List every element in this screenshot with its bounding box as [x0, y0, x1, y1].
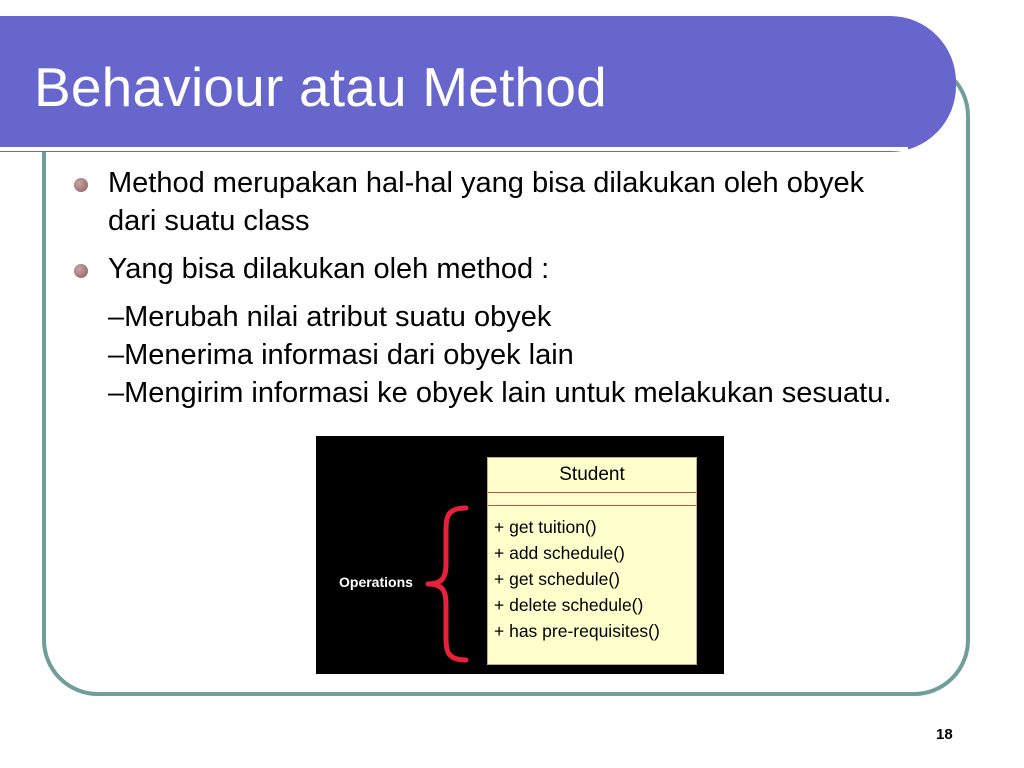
uml-operations-compartment: [488, 506, 696, 644]
uml-operation: + has pre-requisites(): [494, 621, 660, 641]
bullet-text: Method merupakan hal-hal yang bisa dilakukan oleh obyek dari suatu class: [108, 167, 865, 237]
sub-item: –Merubah nilai atribut suatu obyek: [108, 301, 552, 333]
uml-class-name: Student: [488, 458, 696, 493]
slide-title: Behaviour atau Method: [34, 56, 607, 118]
bullet-text: Yang bisa dilakukan oleh method :: [108, 253, 550, 285]
uml-operation: + delete schedule(): [494, 595, 644, 615]
uml-class-figure: [316, 436, 724, 674]
bullet-item: [108, 164, 908, 240]
bullet-dot-icon: [74, 264, 88, 278]
curly-brace-icon: [424, 504, 472, 664]
uml-class-box: [487, 457, 697, 665]
uml-operation: + get tuition(): [494, 517, 597, 537]
sub-item: –Mengirim informasi ke obyek lain untuk melakukan sesuatu.: [108, 377, 892, 409]
bullet-dot-icon: [74, 178, 88, 192]
operations-label: Operations: [339, 574, 413, 590]
uml-operation: + add schedule(): [494, 543, 625, 563]
bullet-item: [108, 250, 908, 288]
sub-item: –Menerima informasi dari obyek lain: [108, 339, 574, 371]
bullet-list: [108, 164, 908, 412]
page-number: 18: [936, 726, 953, 743]
title-underline: [0, 147, 908, 151]
sub-item-list: [108, 298, 908, 412]
uml-operation: + get schedule(): [494, 569, 620, 589]
title-band: [0, 16, 956, 152]
uml-attributes-compartment: [488, 493, 696, 506]
